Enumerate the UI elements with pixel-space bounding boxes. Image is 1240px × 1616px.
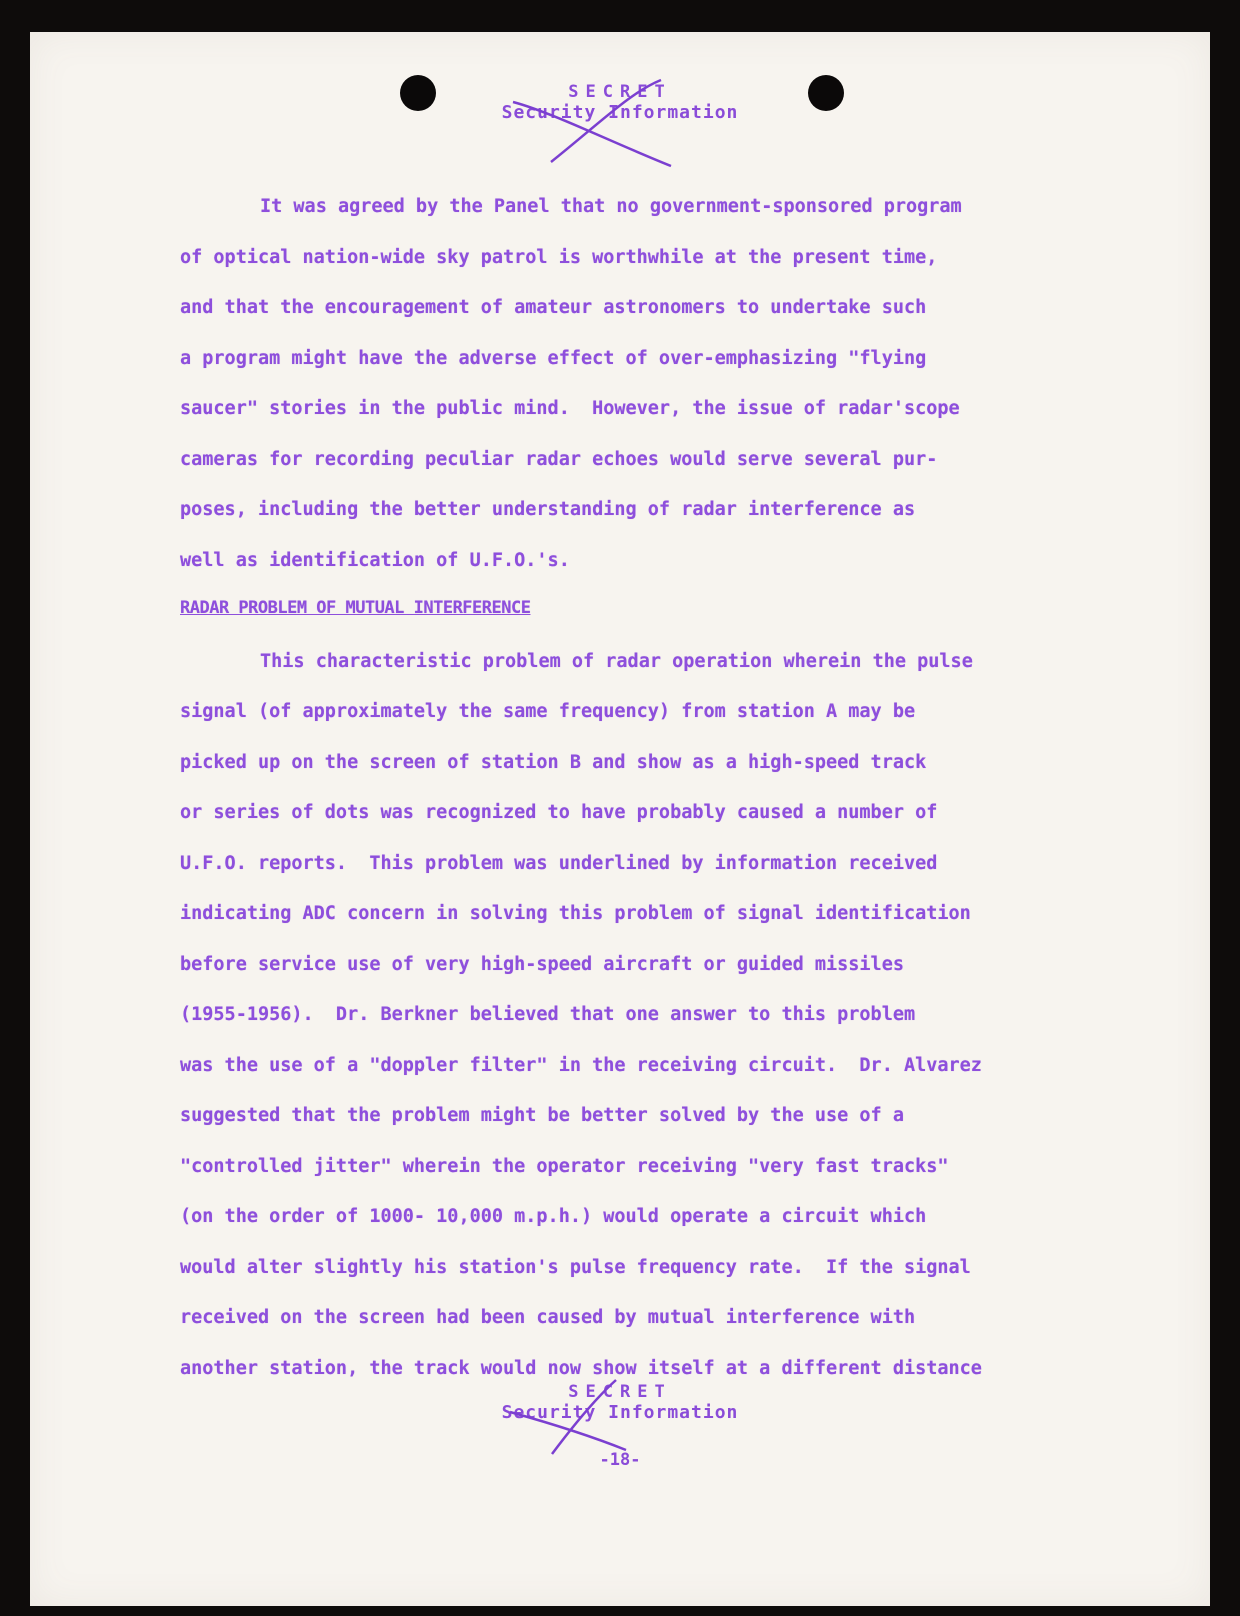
text-line: received on the screen had been caused by mutual interference with xyxy=(180,1307,916,1328)
top-classification-label: SECRET xyxy=(568,82,672,102)
text-line: (on the order of 1000- 10,000 m.p.h.) would operate a circuit which xyxy=(180,1206,927,1227)
text-line: cameras for recording peculiar radar echoes would serve several pur- xyxy=(180,448,938,470)
text-line: well as identification of U.F.O.'s. xyxy=(180,549,570,571)
text-line: indicating ADC concern in solving this problem of signal identification xyxy=(180,903,971,924)
text-line: It was agreed by the Panel that no government-sponsored program xyxy=(260,196,962,217)
text-line: before service use of very high-speed aircraft or guided missiles xyxy=(180,953,904,975)
document-page xyxy=(30,32,1210,1606)
text-line: poses, including the better understanding of radar interference as xyxy=(180,499,916,520)
text-line: was the use of a "doppler filter" in the receiving circuit. Dr. Alvarez xyxy=(180,1054,982,1076)
document-body xyxy=(180,182,1100,1394)
text-line: saucer" stories in the public mind. However, the issue of radar'scope xyxy=(180,398,960,419)
top-security-caveat: Security Information xyxy=(501,102,739,123)
text-line: signal (of approximately the same frequency) from station A may be xyxy=(180,701,916,722)
page-number: -18- xyxy=(599,1450,641,1470)
text-line: (1955-1956). Dr. Berkner believed that one answer to this problem xyxy=(180,1004,916,1025)
text-line: U.F.O. reports. This problem was underlined by information received xyxy=(180,852,938,874)
bottom-cross-out-mark xyxy=(506,1372,656,1462)
text-line: another station, the track would now show itself at a different distance xyxy=(180,1357,982,1379)
text-line: picked up on the screen of station B and show as a high-speed track xyxy=(180,751,927,773)
text-line: and that the encouragement of amateur astronomers to undertake such xyxy=(180,297,927,318)
text-line: suggested that the problem might be better solved by the use of a xyxy=(180,1105,904,1126)
text-line: of optical nation-wide sky patrol is worthwhile at the present time, xyxy=(180,246,938,268)
text-line: "controlled jitter" wherein the operator receiving "very fast tracks" xyxy=(180,1155,949,1177)
text-line: This characteristic problem of radar operation wherein the pulse xyxy=(260,650,973,672)
top-cross-out-mark xyxy=(511,72,681,172)
text-line: or series of dots was recognized to have probably caused a number of xyxy=(180,802,938,823)
text-line: would alter slightly his station's pulse frequency rate. If the signal xyxy=(180,1256,971,1278)
text-line: a program might have the adverse effect of over-emphasizing "flying xyxy=(180,347,927,369)
bottom-classification-label: SECRET xyxy=(568,1382,672,1402)
section-heading: RADAR PROBLEM OF MUTUAL INTERFERENCE xyxy=(180,598,531,618)
bottom-security-caveat: Security Information xyxy=(501,1402,739,1423)
paragraph-sky-patrol xyxy=(180,182,1100,586)
paragraph-mutual-interference xyxy=(180,637,1100,1395)
